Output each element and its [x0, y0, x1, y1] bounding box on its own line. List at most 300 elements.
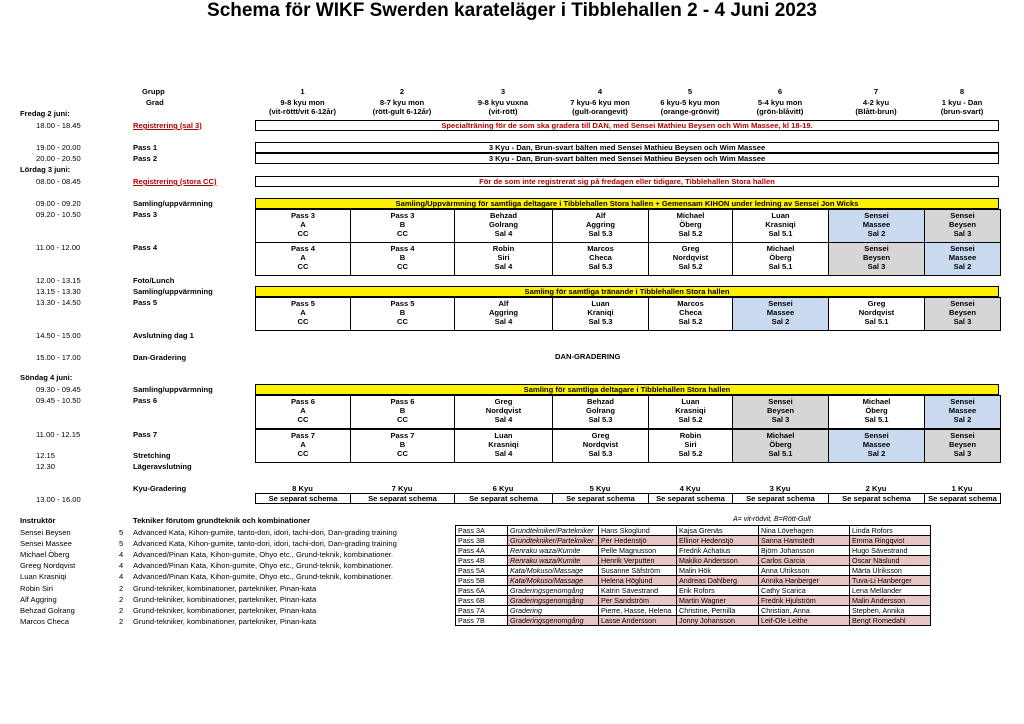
topic-cell: Graderingsgenomgång — [508, 586, 599, 596]
row-time: 08.00 - 08.45 — [36, 177, 81, 186]
cell-line: Sal 5.3 — [588, 229, 613, 238]
cell-line: Greg — [867, 299, 886, 308]
instructor-name: Greeg Nordqvist — [20, 561, 76, 571]
group-leader-row — [456, 556, 931, 566]
cell-line: B — [399, 308, 406, 317]
pass3-cell — [350, 209, 455, 243]
day-saturday: Lördag 3 juni: — [20, 165, 71, 174]
cell-line: Sal 2 — [953, 415, 972, 424]
leader-cell: Tuva-Li Hanberger — [850, 576, 931, 586]
cell-line: Sal 5.1 — [768, 449, 793, 458]
day-friday: Fredag 2 juni: — [20, 109, 70, 118]
cell-line: Sal 3 — [953, 449, 972, 458]
cell-line: Sensei — [950, 397, 975, 406]
cell-line: Aggring — [488, 308, 519, 317]
cell-line: Michael — [766, 431, 795, 440]
leader-cell: Nina Lövehagen — [759, 526, 850, 536]
cell-line: Robin — [492, 244, 515, 253]
cell-line: Sal 3 — [867, 262, 886, 271]
kyu-label: 6 Kyu — [492, 484, 514, 493]
row-label: Pass 6 — [133, 396, 158, 405]
row-time: 12.00 - 13.15 — [36, 276, 81, 285]
cell-line: Sal 4 — [494, 262, 513, 271]
header-grupp: Grupp — [142, 87, 165, 96]
group-grade: 1 kyu - Dan — [941, 98, 983, 107]
group-number: 6 — [777, 87, 783, 96]
leader-cell: Cathy Scarica — [759, 586, 850, 596]
row5-span: Samling/Uppvärmning för samtliga deltagare i Tibblehallen Stora hallen + Gemensam KIHON under ledning av Sensei Jon Wicks — [255, 198, 999, 209]
pass3-cell — [255, 209, 351, 243]
pass6-cell — [552, 395, 649, 429]
row-label: Avslutning dag 1 — [133, 331, 194, 340]
group-belt: (vit-röttt/vit 6-12år) — [268, 107, 337, 116]
instructor-name: Marcos Checa — [20, 616, 69, 626]
kyu-label: 4 Kyu — [679, 484, 701, 493]
kyu-label: 1 Kyu — [951, 484, 973, 493]
pass4-cell — [732, 242, 829, 276]
row-time: 11.00 - 12.00 — [36, 243, 81, 252]
group-leader-row — [456, 566, 931, 576]
leader-cell: Stephen, Annika — [850, 606, 931, 616]
tech-heading: Tekniker förutom grundteknik och kombinationer — [133, 516, 311, 525]
instructor-name: Michael Öberg — [20, 550, 70, 560]
pass5-cell — [732, 297, 829, 331]
cell-line: Marcos — [587, 244, 614, 253]
instructor-level: 2 — [119, 583, 124, 593]
kyu-note: Se separat schema — [924, 493, 1001, 504]
group-belt: (gult-orangevit) — [572, 107, 628, 116]
topic-cell: Renraku waza/Kumite — [508, 546, 599, 556]
instructor-level: 2 — [119, 605, 124, 615]
cell-line: Siri — [497, 253, 510, 262]
pass-cell: Pass 6A — [456, 586, 508, 596]
row-time: 19.00 - 20.00 — [36, 143, 81, 152]
cell-line: Pass 4 — [290, 244, 316, 253]
row-time: 12.30 — [36, 462, 56, 471]
leader-cell: Hugo Sävestrand — [850, 546, 931, 556]
leader-cell: Per Sandström — [599, 596, 677, 606]
leader-cell: Ellinor Hedenstjö — [677, 536, 759, 546]
pass3-cell — [454, 209, 553, 243]
row-time: 15.00 - 17.00 — [36, 353, 81, 362]
group-leader-row — [456, 576, 931, 586]
cell-line: CC — [297, 449, 309, 458]
row-time: 09.45 - 10.50 — [36, 396, 81, 405]
pass-cell: Pass 7A — [456, 606, 508, 616]
cell-line: Massee — [766, 308, 795, 317]
pass-cell: Pass 4B — [456, 556, 508, 566]
cell-line: CC — [397, 262, 408, 271]
leader-cell: Emma Ringqvist — [850, 536, 931, 546]
group-number: 3 — [500, 87, 506, 96]
cell-line: Öberg — [865, 406, 888, 415]
row-label: Foto/Lunch — [133, 276, 175, 285]
leader-cell: Martin Wagner — [677, 596, 759, 606]
cell-line: Krasniqi — [488, 440, 519, 449]
cell-line: Sal 5.1 — [768, 262, 793, 271]
cell-line: Pass 4 — [390, 244, 415, 253]
pass5-cell — [255, 297, 351, 331]
leader-cell: Pelle Magnusson — [599, 546, 677, 556]
cell-line: Sal 4 — [494, 449, 513, 458]
pass7-cell — [454, 429, 553, 463]
cell-line: Sal 3 — [771, 415, 790, 424]
group-leader-row — [456, 526, 931, 536]
pass6-cell — [255, 395, 351, 429]
cell-line: Massee — [948, 253, 977, 262]
row-time: 12.15 — [36, 451, 56, 460]
pass3-cell — [648, 209, 733, 243]
cell-line: Sal 5.2 — [678, 449, 703, 458]
pass3-cell — [828, 209, 925, 243]
row-label: Registrering (sal 3) — [133, 121, 202, 130]
row-label: Pass 1 — [133, 143, 158, 152]
group-number: 5 — [687, 87, 693, 96]
row-label: Registrering (stora CC) — [133, 177, 217, 186]
cell-line: Sal 5.1 — [864, 415, 889, 424]
group-number: 8 — [959, 87, 965, 96]
group-number: 2 — [399, 87, 405, 96]
cell-line: Beysen — [948, 220, 977, 229]
cell-line: B — [399, 406, 406, 415]
row-time: 09.00 - 09.20 — [36, 199, 81, 208]
row-label: Samling/uppvärmning — [133, 287, 213, 296]
row1-span: Specialträning för de som ska gradera till DAN, med Sensei Mathieu Beysen och Wim Massee, kl 18-19. — [255, 120, 999, 131]
leader-cell: Leif-Ole Leithe — [759, 616, 850, 626]
cell-line: Sal 5.3 — [588, 317, 613, 326]
pass5-cell — [454, 297, 553, 331]
topic-cell: Grundtekniker/Partekniker — [508, 536, 599, 546]
cell-line: Robin — [679, 431, 702, 440]
header-grad: Grad — [146, 98, 164, 107]
cell-line: Massee — [948, 406, 977, 415]
cell-line: Sal 4 — [494, 229, 513, 238]
cell-line: Beysen — [948, 440, 977, 449]
group-number: 4 — [597, 87, 603, 96]
cell-line: Sal 5.3 — [588, 262, 613, 271]
cell-line: Krasniqi — [675, 406, 706, 415]
cell-line: Pass 5 — [290, 299, 316, 308]
cell-line: Alf — [595, 211, 606, 220]
legend-text: A= vit-rödvit, B=Rött-Gult — [733, 516, 811, 523]
row3-span: 3 Kyu - Dan, Brun-svart bälten med Sensei Mathieu Beysen och Wim Massee — [255, 153, 999, 164]
pass7-cell — [732, 429, 829, 463]
cell-line: B — [399, 253, 406, 262]
kyu-label: 2 Kyu — [865, 484, 887, 493]
instructor-level: 2 — [119, 594, 124, 604]
group-grade: 4-2 kyu — [862, 98, 890, 107]
cell-line: Sensei — [768, 299, 793, 308]
row-label: Lägeravslutning — [133, 462, 192, 471]
leader-cell: Björn Johansson — [759, 546, 850, 556]
row-label: Pass 3 — [133, 210, 158, 219]
cell-line: Golrang — [585, 406, 616, 415]
group-leader-row — [456, 536, 931, 546]
kyu-note: Se separat schema — [350, 493, 455, 504]
topic-cell: Kata/Mokuso/Massage — [508, 566, 599, 576]
cell-line: Sensei — [950, 211, 975, 220]
cell-line: Nordqvist — [858, 308, 895, 317]
kyu-label: 5 Kyu — [589, 484, 611, 493]
instructor-level: 4 — [119, 561, 124, 571]
cell-line: Massee — [862, 440, 891, 449]
cell-line: Sal 5.2 — [678, 262, 703, 271]
instructor-techniques: Advanced Kata, Kihon-gumite, tanto-dori, idori, tachi-dori, Dan-grading training — [133, 539, 397, 549]
cell-line: Siri — [684, 440, 697, 449]
row-label: Pass 7 — [133, 430, 158, 439]
group-grade: 9-8 kyu mon — [280, 98, 325, 107]
row-time: 09.30 - 09.45 — [36, 385, 81, 394]
cell-line: CC — [397, 449, 408, 458]
group-grade: 5-4 kyu mon — [757, 98, 803, 107]
instructor-techniques: Advanced/Pinan Kata, Kihon-gumite, Ohyo etc., Grund-teknik, kombinationer. — [133, 550, 394, 560]
pass-cell: Pass 5B — [456, 576, 508, 586]
pass5-cell — [924, 297, 1001, 331]
cell-line: CC — [297, 415, 309, 424]
leader-cell: Henrik Verputten — [599, 556, 677, 566]
group-number: 7 — [873, 87, 879, 96]
group-belt: (rött-gult 6-12år) — [372, 107, 432, 116]
cell-line: Sal 2 — [953, 262, 972, 271]
cell-line: A — [300, 253, 306, 262]
pass5-cell — [648, 297, 733, 331]
leader-cell: Andreas Dahlberg — [677, 576, 759, 586]
instructor-level: 4 — [119, 550, 124, 560]
kyu-note: Se separat schema — [648, 493, 733, 504]
cell-line: A — [300, 406, 306, 415]
cell-line: Sensei — [864, 244, 889, 253]
instructor-techniques: Grund-tekniker, kombinationer, partekniker, Pinan-kata — [133, 605, 317, 615]
cell-line: Checa — [589, 253, 612, 262]
row2-span: 3 Kyu - Dan, Brun-svart bälten med Sensei Mathieu Beysen och Wim Massee — [255, 142, 999, 153]
cell-line: Sensei — [950, 244, 975, 253]
cell-line: A — [300, 308, 306, 317]
leader-cell: Annika Hanberger — [759, 576, 850, 586]
group-belt: (brun-svart) — [940, 107, 984, 116]
kyu-note: Se separat schema — [255, 493, 351, 504]
kyu-label: 8 Kyu — [292, 484, 313, 493]
instructor-level: 4 — [119, 572, 124, 582]
cell-line: Pass 6 — [390, 397, 415, 406]
pass-cell: Pass 7B — [456, 616, 508, 626]
cell-line: Sal 2 — [867, 229, 886, 238]
leader-cell: Per Hedenstjö — [599, 536, 677, 546]
instructor-name: Behzad Golrang — [20, 605, 75, 615]
row-label: Kyu-Gradering — [133, 484, 187, 493]
row4-span: För de som inte registrerat sig på fredagen eller tidigare, Tibblehallen Stora hallen — [255, 176, 999, 187]
leader-cell: Christine, Pernilla — [677, 606, 759, 616]
leader-cell: Jonny Johansson — [677, 616, 759, 626]
group-grade: 8-7 kyu mon — [379, 98, 425, 107]
cell-line: Öberg — [769, 440, 792, 449]
topic-cell: Graderingsgenomgång — [508, 596, 599, 606]
cell-line: Pass 6 — [290, 397, 316, 406]
cell-line: CC — [297, 317, 309, 326]
cell-line: Marcos — [677, 299, 704, 308]
cell-line: Pass 3 — [390, 211, 415, 220]
row-label: Samling/uppvärmning — [133, 199, 213, 208]
pass3-cell — [732, 209, 829, 243]
cell-line: Sal 4 — [494, 415, 513, 424]
cell-line: Sal 2 — [867, 449, 886, 458]
cell-line: Sal 5.1 — [864, 317, 889, 326]
cell-line: CC — [397, 229, 408, 238]
cell-line: Luan — [494, 431, 513, 440]
pass6-cell — [350, 395, 455, 429]
group-belt: (orange-grönvit) — [660, 107, 720, 116]
row-time: 11.00 - 12.15 — [36, 430, 81, 439]
group-leader-row — [456, 616, 931, 626]
row-time: 18.00 - 18.45 — [36, 121, 81, 130]
cell-line: CC — [397, 415, 408, 424]
cell-line: Sal 5.3 — [588, 449, 613, 458]
cell-line: A — [300, 220, 306, 229]
cell-line: Kraniqi — [587, 308, 614, 317]
cell-line: A — [300, 440, 306, 449]
pass7-cell — [828, 429, 925, 463]
row-label: Samling/uppvärmning — [133, 385, 213, 394]
leader-cell: Bengt Romedahl — [850, 616, 931, 626]
cell-line: Sal 5.3 — [588, 415, 613, 424]
kyu-note: Se separat schema — [454, 493, 553, 504]
pass7-cell — [350, 429, 455, 463]
topic-cell: Gradering — [508, 606, 599, 616]
cell-line: CC — [397, 317, 408, 326]
row-label: Pass 5 — [133, 298, 158, 307]
pass3-cell — [924, 209, 1001, 243]
page-title: Schema för WIKF Swerden karateläger i Tibblehallen 2 - 4 Juni 2023 — [207, 0, 817, 21]
topic-cell: Renraku waza/Kumite — [508, 556, 599, 566]
pass6-cell — [732, 395, 829, 429]
cell-line: CC — [297, 262, 309, 271]
cell-line: Beysen — [948, 308, 977, 317]
cell-line: Sensei — [864, 431, 889, 440]
instructor-techniques: Grund-tekniker, kombinationer, partekniker, Pinan-kata — [133, 594, 317, 604]
cell-line: B — [399, 440, 406, 449]
pass5-cell — [350, 297, 455, 331]
instructor-techniques: Advanced/Pinan Kata, Kihon-gumite, Ohyo etc., Grund-teknik, kombinationer. — [133, 561, 394, 571]
pass4-cell — [350, 242, 455, 276]
topic-cell: Grundtekniker/Partekniker — [508, 526, 599, 536]
cell-line: Michael — [676, 211, 705, 220]
pass-cell: Pass 6B — [456, 596, 508, 606]
cell-line: Luan — [681, 397, 700, 406]
kyu-label: 3 Kyu — [769, 484, 791, 493]
group-leader-row — [456, 546, 931, 556]
row13-span: Samling för samtliga deltagare i Tibblehallen Stora hallen — [255, 384, 999, 395]
group-grade: 6 kyu-5 kyu mon — [660, 98, 720, 107]
leader-cell: Makiko Andersson — [677, 556, 759, 566]
cell-line: Aggring — [585, 220, 616, 229]
cell-line: Sensei — [768, 397, 793, 406]
pass4-cell — [924, 242, 1001, 276]
leader-cell: Malin Andersson — [850, 596, 931, 606]
leader-cell: Christian, Anna — [759, 606, 850, 616]
row-label: Dan-Gradering — [133, 353, 187, 362]
instructor-techniques: Grund-tekniker, kombinationer, partekniker, Pinan-kata — [133, 583, 317, 593]
cell-line: CC — [297, 229, 309, 238]
leader-cell: Pierre, Hasse, Helena — [599, 606, 677, 616]
cell-line: Behzad — [586, 397, 614, 406]
leader-cell: Susanne Säfström — [599, 566, 677, 576]
cell-line: Pass 5 — [390, 299, 415, 308]
pass-cell: Pass 3A — [456, 526, 508, 536]
row-time: 13.00 - 16.00 — [36, 495, 81, 504]
cell-line: Öberg — [679, 220, 702, 229]
leader-cell: Märta Ulriksson — [850, 566, 931, 576]
instructor-name: Luan Krasniqi — [20, 572, 67, 582]
cell-line: Sal 3 — [953, 317, 972, 326]
pass7-cell — [648, 429, 733, 463]
pass7-cell — [255, 429, 351, 463]
instructor-level: 2 — [119, 616, 124, 626]
pass6-cell — [648, 395, 733, 429]
instructor-name: Sensei Massee — [20, 539, 72, 549]
cell-line: Checa — [679, 308, 702, 317]
leader-cell: Lasse Andersson — [599, 616, 677, 626]
instructor-level: 5 — [119, 528, 124, 537]
cell-line: Sal 5.2 — [678, 229, 703, 238]
topic-cell: Kata/Mokuso/Massage — [508, 576, 599, 586]
leader-cell: Carlos Garcia — [759, 556, 850, 566]
group-leader-row — [456, 606, 931, 616]
instructor-techniques: Grund-tekniker, kombinationer, partekniker, Pinan-kata — [133, 616, 317, 626]
cell-line: Sal 3 — [953, 229, 972, 238]
cell-line: Michael — [766, 244, 795, 253]
group-belt: (Blått-brun) — [855, 107, 897, 116]
pass-cell: Pass 3B — [456, 536, 508, 546]
row-time: 13.30 - 14.50 — [36, 298, 81, 307]
cell-line: B — [399, 220, 406, 229]
pass6-cell — [924, 395, 1001, 429]
cell-line: Nordqvist — [672, 253, 709, 262]
kyu-note: Se separat schema — [732, 493, 829, 504]
leader-cell: Katrin Sävestrand — [599, 586, 677, 596]
instructor-heading: Instruktör — [20, 516, 56, 525]
leader-cell: Oscar Näslund — [850, 556, 931, 566]
instructor-name: Robin Siri — [20, 583, 53, 593]
row-time: 09.20 - 10.50 — [36, 210, 81, 219]
pass4-cell — [648, 242, 733, 276]
cell-line: Sal 2 — [771, 317, 790, 326]
group-number: 1 — [300, 87, 305, 96]
dan-gradering-text: DAN-GRADERING — [555, 352, 621, 361]
leader-cell: Anna Ulriksson — [759, 566, 850, 576]
pass4-cell — [552, 242, 649, 276]
leader-cell: Kajsa Grenäs — [677, 526, 759, 536]
group-belt: (vit-rött) — [488, 107, 518, 116]
instructor-name: Sensei Beysen — [20, 528, 71, 537]
pass6-cell — [828, 395, 925, 429]
pass6-cell — [454, 395, 553, 429]
cell-line: Michael — [862, 397, 891, 406]
group-leader-row — [456, 586, 931, 596]
cell-line: Sal 5.2 — [678, 415, 703, 424]
cell-line: Sal 5.2 — [678, 317, 703, 326]
cell-line: Pass 7 — [390, 431, 415, 440]
cell-line: Öberg — [769, 253, 792, 262]
leader-cell: Sanna Hamstedt — [759, 536, 850, 546]
pass5-cell — [552, 297, 649, 331]
kyu-label: 7 Kyu — [391, 484, 413, 493]
day-sunday: Söndag 4 juni: — [20, 373, 73, 382]
leader-cell: Hans Skoglund — [599, 526, 677, 536]
instructor-name: Alf Aggring — [20, 594, 57, 604]
leader-cell: Helena Höglund — [599, 576, 677, 586]
cell-line: Nordqvist — [485, 406, 522, 415]
group-leader-table — [455, 525, 931, 626]
pass4-cell — [255, 242, 351, 276]
